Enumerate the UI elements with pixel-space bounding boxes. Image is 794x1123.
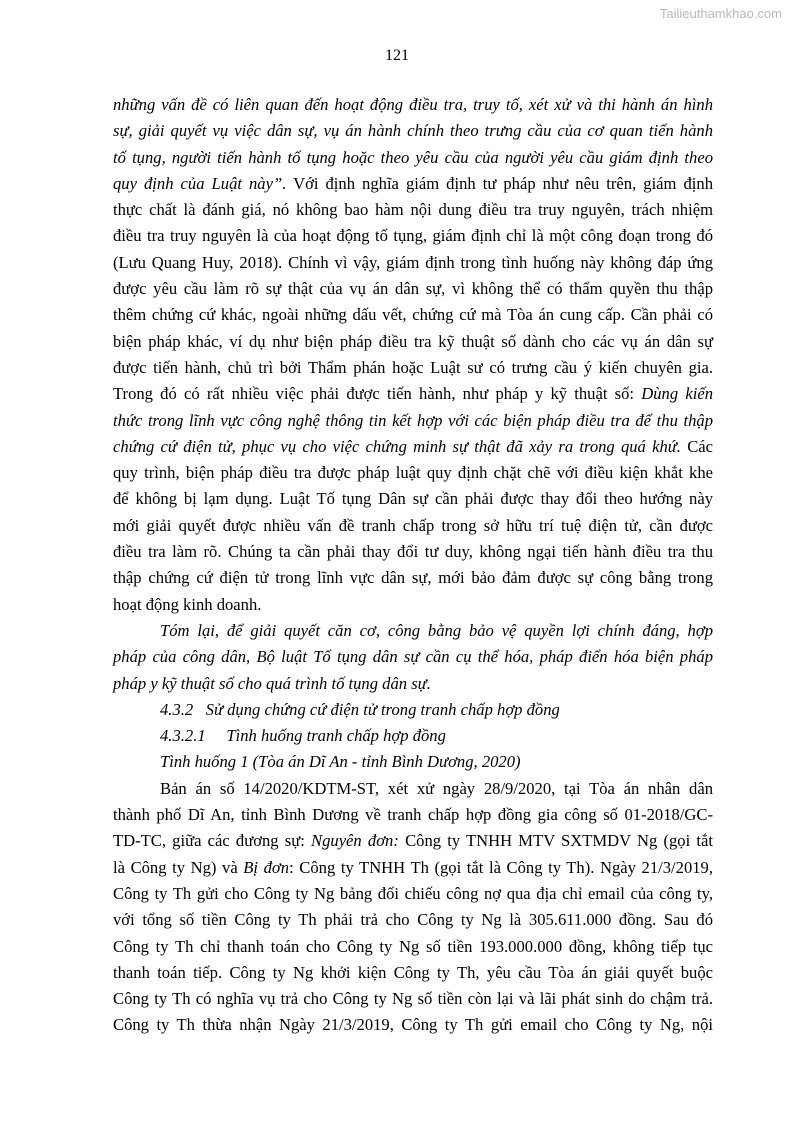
text-line: (Lưu Quang Huy, 2018). Chính vì vậy, giám định trong tình huống này không đáp ứng — [113, 252, 713, 272]
text-line: điều tra truy nguyên là của hoạt động tố tụng, giám định chỉ là một công đoạn trong đó — [113, 226, 713, 246]
text-line: điều tra làm rõ. Chúng ta cần phải thay đổi tư duy, không ngại tiến hành điều tra thu — [113, 542, 713, 562]
text-line: tố tụng, người tiến hành tố tụng hoặc theo yêu cầu của người yêu cầu giám định theo — [113, 147, 713, 167]
text-line: thêm chứng cứ khác, ngoài những dấu vết, chứng cứ mà Tòa án cung cấp. Cần phải có — [113, 305, 713, 325]
text-line: thực chất là đánh giá, nó không bao hàm nội dung điều tra truy nguyên, trách nhiệm — [113, 200, 713, 220]
text-line: pháp của công dân, Bộ luật Tố tụng dân sự cần cụ thể hóa, pháp điển hóa biện pháp — [113, 647, 713, 667]
text-line: chứng cứ điện tử, phục vụ cho việc chứng minh sự thật đã xảy ra trong quá khứ. Các — [113, 436, 713, 456]
section-heading: 4.3.2 Sử dụng chứng cứ điện tử trong tranh chấp hợp đồng — [160, 699, 560, 719]
text-line: TD-TC, giữa các đương sự: Nguyên đơn: Công ty TNHH MTV SXTMDV Ng (gọi tắt — [113, 831, 713, 851]
text-line: quy định của Luật này”. Với định nghĩa giám định tư pháp như nêu trên, giám định — [113, 173, 714, 193]
text-line: để không bị lạm dụng. Luật Tố tụng Dân sự cần phải được thay đổi theo hướng này — [113, 489, 713, 509]
text-line: Công ty Th chỉ thanh toán cho Công ty Ng số tiền 193.000.000 đồng, không tiếp tục — [113, 936, 713, 956]
page-number: 121 — [385, 47, 409, 64]
text-line: thanh toán tiếp. Công ty Ng khởi kiện Công ty Th, yêu cầu Tòa án giải quyết buộc — [113, 962, 713, 982]
text-line: biện pháp khác, ví dụ như biện pháp điều tra kỹ thuật số dành cho các vụ án dân sự — [113, 331, 713, 351]
text-line: Công ty Th có nghĩa vụ trả cho Công ty Ng số tiền còn lại và lãi phát sinh do chậm trả. — [113, 989, 713, 1009]
text-line: những vấn đề có liên quan đến hoạt động điều tra, truy tố, xét xử và thi hành án hình — [113, 95, 713, 114]
text-line: là Công ty Ng) và Bị đơn: Công ty TNHH Th (gọi tắt là Công ty Th). Ngày 21/3/2019, — [113, 857, 713, 877]
text-line: với tổng số tiền Công ty Th phải trả cho Công ty Ng là 305.611.000 đồng. Sau đó — [113, 910, 713, 930]
text-line: hoạt động kinh doanh. — [113, 594, 262, 614]
text-line: được tiến hành, chủ trì bởi Thẩm phán hoặc Luật sư có trưng cầu ý kiến chuyên gia. — [113, 357, 713, 377]
text-line: pháp y kỹ thuật số cho quá trình tố tụng dân sự. — [113, 673, 431, 693]
page-body — [113, 92, 713, 1039]
text-line: Tóm lại, để giải quyết căn cơ, công bằng bảo vệ quyền lợi chính đáng, hợp — [160, 620, 713, 640]
watermark: Tailieuthamkhao.com — [659, 6, 782, 21]
text-line: quy trình, biện pháp điều tra được pháp luật quy định chặt chẽ với điều kiện khắt khe — [113, 463, 713, 483]
text-line: thành phố Dĩ An, tỉnh Bình Dương về tranh chấp hợp đồng gia công số 01-2018/GC- — [113, 805, 713, 825]
text-line: mới giải quyết được nhiều vấn đề tranh chấp trong sở hữu trí tuệ điện tử, cần được — [113, 515, 713, 535]
subsection-heading: 4.3.2.1 Tình huống tranh chấp hợp đồng — [160, 726, 446, 746]
text-line: Trong đó có rất nhiều việc phải được tiến hành, như pháp y kỹ thuật số: Dùng kiến — [113, 384, 713, 404]
text-line: Công ty Th thừa nhận Ngày 21/3/2019, Công ty Th gửi email cho Công ty Ng, nội — [113, 1015, 713, 1035]
text-line: được yêu cầu làm rõ sự thật của vụ án dân sự, vì không thể có thẩm quyền thu thập — [113, 279, 713, 299]
case-title: Tình huống 1 (Tòa án Dĩ An - tỉnh Bình Dương, 2020) — [160, 752, 521, 772]
text-line: thập chứng cứ điện tử trong lĩnh vực dân sự, mới bảo đảm được sự công bằng trong — [113, 568, 713, 588]
text-line: Bản án số 14/2020/KDTM-ST, xét xử ngày 28/9/2020, tại Tòa án nhân dân — [160, 778, 713, 798]
text-line: sự, giải quyết vụ việc dân sự, vụ án hành chính theo trưng cầu của cơ quan tiến hành — [113, 121, 713, 141]
text-line: thức trong lĩnh vực công nghệ thông tin kết hợp với các biện pháp điều tra để thu thập — [113, 410, 713, 430]
text-line: Công ty Th gửi cho Công ty Ng bảng đối chiếu công nợ qua địa chỉ email của công ty, — [113, 883, 713, 903]
